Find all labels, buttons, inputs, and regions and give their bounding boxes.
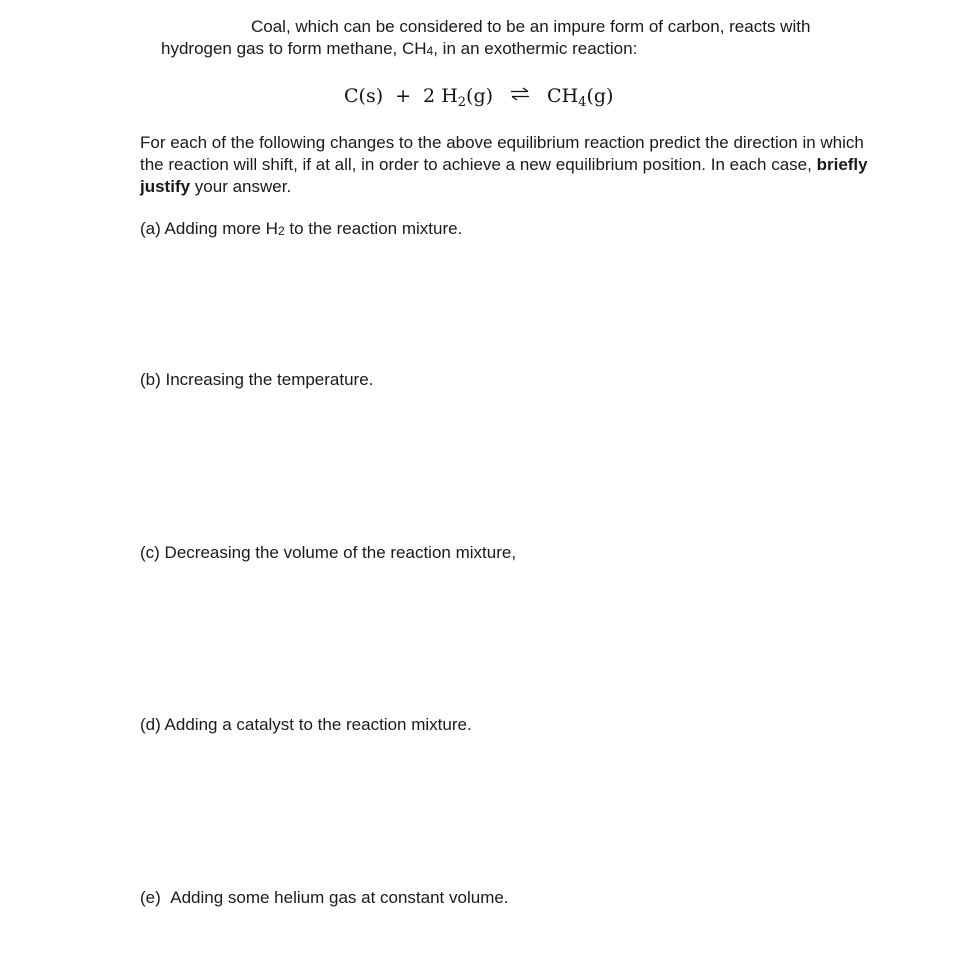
intro-line-1: Coal, which can be considered to be an impure form of carbon, reacts with — [251, 17, 811, 36]
intro-line-2-text: hydrogen gas to form methane, CH — [161, 39, 427, 58]
question-a-subscript: 2 — [277, 224, 285, 238]
question-a: (a) Adding more $H_2$ to the reaction mixture. — [140, 219, 463, 238]
instructions-text: For each of the following changes to the above equilibrium reaction predict the direction in which the reaction will shift, if at all, in order to achieve a new equilibrium position. In each case, — [140, 133, 864, 174]
answer-space-d[interactable] — [140, 742, 880, 872]
equation-coefficient: 2 — [423, 85, 436, 107]
equation-reactant-carbon: C(s) — [344, 85, 384, 107]
equation-reactant-hydrogen: $H_2(g)$ — [441, 85, 494, 110]
intro-line-2-end: , in an exothermic reaction: — [433, 39, 638, 58]
question-b: (b) Increasing the temperature. — [140, 370, 374, 389]
question-c: (c) Decreasing the volume of the reaction mixture, — [140, 543, 517, 562]
question-e-label: (e) — [140, 888, 161, 907]
answer-space-a[interactable] — [140, 246, 880, 356]
question-d: (d) Adding a catalyst to the reaction mixture. — [140, 715, 472, 734]
equilibrium-arrow-icon — [509, 87, 531, 101]
instructions-emphasis: briefly justify — [140, 155, 868, 196]
equation-plus: + — [395, 85, 412, 107]
equation-product-methane: $CH_4(g)$ — [547, 85, 614, 110]
question-e-text: Adding some helium gas at constant volume. — [170, 888, 509, 907]
intro-subscript: 4 — [426, 44, 434, 58]
answer-space-c[interactable] — [140, 570, 880, 700]
chemical-equation — [344, 82, 613, 110]
question-e — [140, 887, 509, 909]
instructions-paragraph — [140, 132, 880, 198]
instructions-end: your answer. — [194, 177, 292, 196]
intro-line-2 — [161, 38, 637, 60]
answer-space-b[interactable] — [140, 397, 880, 527]
